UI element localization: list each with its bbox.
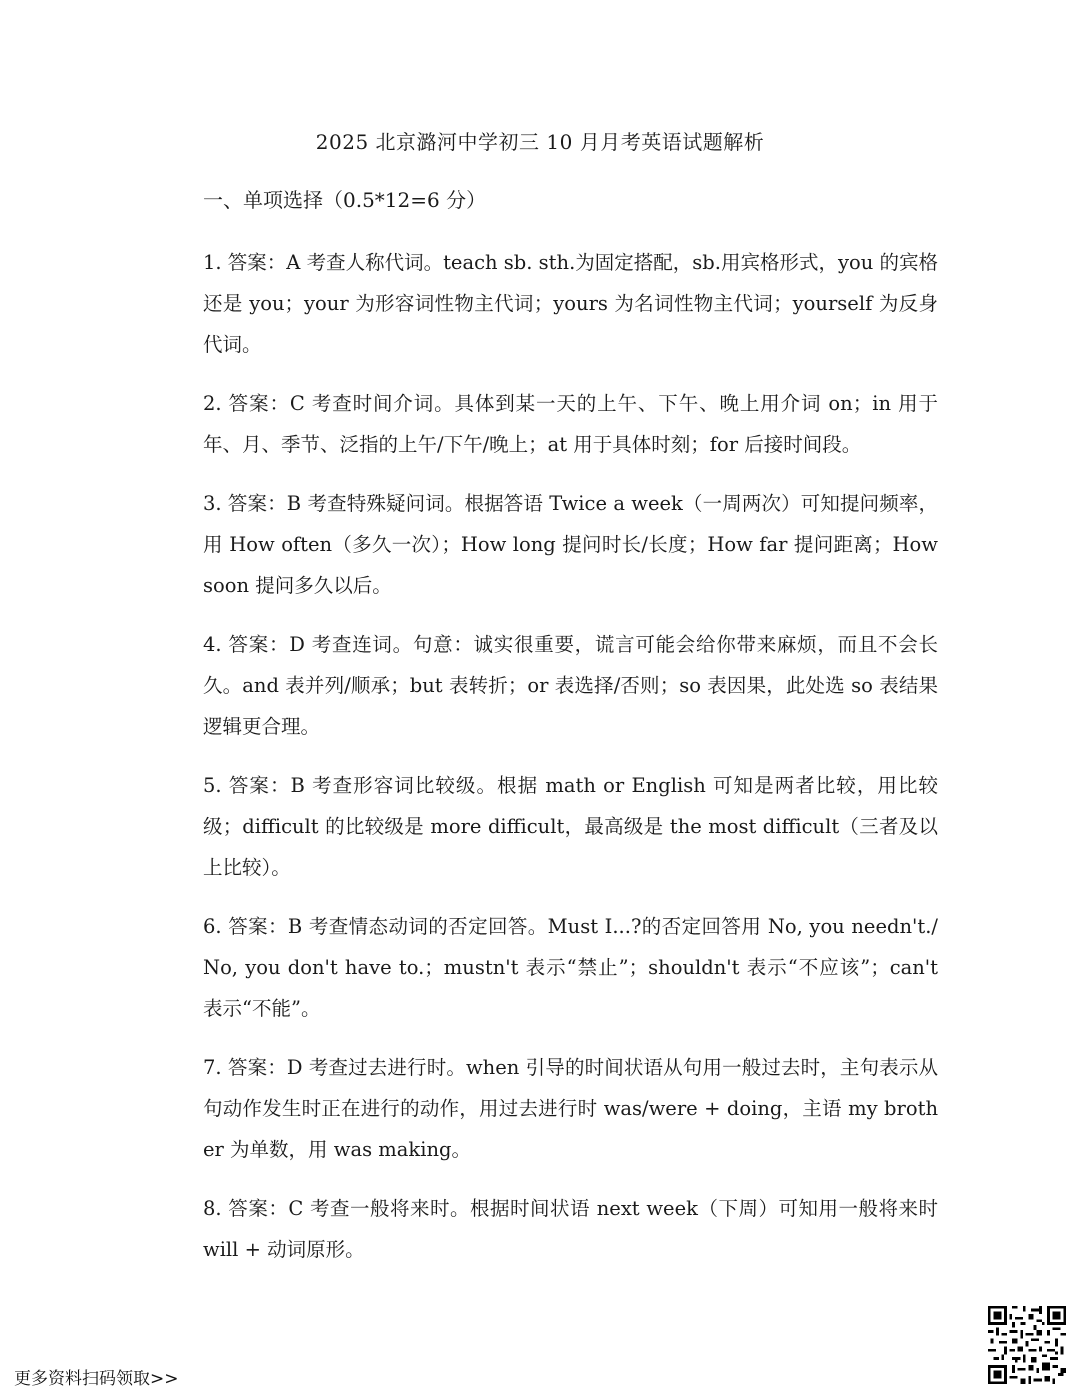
answer-item-8: 8. 答案：C 考查一般将来时。根据时间状语 next week（下周）可知用一般将来时 will + 动词原形。	[203, 1197, 938, 1261]
answer-item-2: 2. 答案：C 考查时间介词。具体到某一天的上午、下午、晚上用介词 on；in 用于年、月、季节、泛指的上午/下午/晚上；at 用于具体时刻；for 后接时间段。	[203, 392, 938, 456]
section-heading: 一、单项选择（0.5*12=6 分）	[203, 188, 487, 212]
answer-item-5: 5. 答案：B 考查形容词比较级。根据 math or English 可知是两者比较，用比较级；difficult 的比较级是 more difficult，最高级是 the most difficult（三者及以上比较）。	[203, 774, 938, 879]
answer-item-6: 6. 答案：B 考查情态动词的否定回答。Must I...?的否定回答用 No, you needn't./No, you don't have to.；mustn't 表示“禁止”；shouldn't 表示“不应该”；can't 表示“不能”。	[203, 915, 938, 1020]
qr-code-icon[interactable]	[988, 1306, 1066, 1384]
more-resources-link[interactable]: 更多资料扫码领取>>	[14, 1369, 179, 1389]
answer-list	[203, 242, 938, 1288]
answer-item-1: 1. 答案：A 考查人称代词。teach sb. sth.为固定搭配，sb.用宾格形式，you 的宾格还是 you；your 为形容词性物主代词；yours 为名词性物主代词；yourself 为反身代词。	[203, 251, 938, 356]
answer-item-3: 3. 答案：B 考查特殊疑问词。根据答语 Twice a week（一周两次）可知提问频率，用 How often（多久一次）；How long 提问时长/长度；How far 提问距离；How soon 提问多久以后。	[203, 492, 938, 597]
answer-item-7: 7. 答案：D 考查过去进行时。when 引导的时间状语从句用一般过去时，主句表示从句动作发生时正在进行的动作，用过去进行时 was/were + doing，主语 my brother 为单数，用 was making。	[203, 1056, 938, 1161]
answer-item-4: 4. 答案：D 考查连词。句意：诚实很重要，谎言可能会给你带来麻烦，而且不会长久。and 表并列/顺承；but 表转折；or 表选择/否则；so 表因果，此处选 so 表结果逻辑更合理。	[203, 633, 938, 738]
page-title: 2025 北京潞河中学初三 10 月月考英语试题解析	[315, 130, 765, 154]
